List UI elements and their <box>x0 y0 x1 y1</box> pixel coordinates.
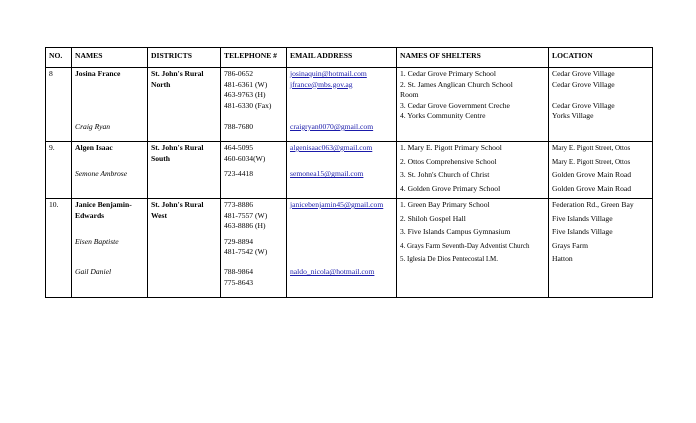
secondary-contact-name: Craig Ryan <box>75 121 111 131</box>
primary-contact-name: Josina France <box>75 69 121 78</box>
shelter-item: 2. Shiloh Gospel Hall <box>400 213 466 223</box>
location-item: Five Islands Village <box>552 227 613 237</box>
phone: 464-5095 <box>224 143 254 152</box>
phone: 481-6330 (Fax) <box>224 100 272 110</box>
row-number: 8 <box>46 68 72 142</box>
shelter-contacts-table <box>45 47 653 298</box>
location-item: Five Islands Village <box>552 213 613 223</box>
shelter-item: 1. Mary E. Pigott Primary School <box>400 143 502 152</box>
phone: 460-6034(W) <box>224 153 266 163</box>
phone: 463-8886 (H) <box>224 221 266 231</box>
row-number: 9. <box>46 142 72 199</box>
phone: 481-7542 (W) <box>224 247 268 257</box>
email-link[interactable]: naldo_nicola@hotmail.com <box>290 266 375 276</box>
header-districts: DISTRICTS <box>148 48 221 68</box>
contact-names <box>72 68 148 142</box>
shelter-item: 4. Yorks Community Centre <box>400 111 486 121</box>
table-row <box>46 68 653 142</box>
shelter-item: 4. Golden Grove Primary School <box>400 183 501 193</box>
location-item: Mary E. Pigott Street, Ottos <box>552 157 631 166</box>
shelter-item: 3. Five Islands Campus Gymnasium <box>400 227 511 237</box>
row-number: 10. <box>46 199 72 298</box>
district-line: St. John's Rural <box>151 69 204 78</box>
location-item: Yorks Village <box>552 111 594 121</box>
phone: 773-8886 <box>224 200 254 209</box>
district-line: North <box>151 79 171 89</box>
telephone-numbers <box>221 199 287 298</box>
shelter-item: 5. Iglesia De Dios Pentecostal I.M. <box>400 255 498 264</box>
location-item: Hatton <box>552 254 573 264</box>
shelter-names <box>397 68 549 142</box>
phone: 463-9763 (H) <box>224 90 266 100</box>
email-link[interactable]: josinaquin@hotmail.com <box>290 69 367 78</box>
shelter-item: 1. Green Bay Primary School <box>400 200 490 209</box>
telephone-numbers <box>221 142 287 199</box>
email-link[interactable]: algenisaac063@gmail.com <box>290 143 373 152</box>
location-item: Cedar Grove Village <box>552 79 615 89</box>
location-item: Federation Rd., Green Bay <box>552 200 634 209</box>
email-link[interactable]: craigryan0070@gmail.com <box>290 121 374 131</box>
primary-contact-name: Algen Isaac <box>75 143 113 152</box>
email-addresses <box>287 68 397 142</box>
contact-names <box>72 142 148 199</box>
location-item: Grays Farm <box>552 240 589 250</box>
phone: 723-4418 <box>224 169 254 179</box>
phone: 729-8894 <box>224 236 254 246</box>
secondary-contact-name: Semone Ambrose <box>75 169 128 179</box>
secondary-contact-name: Eisen Baptiste <box>75 236 119 246</box>
primary-contact-name: Janice Benjamin- <box>75 200 132 209</box>
location-item: Cedar Grove Village <box>552 100 615 110</box>
tertiary-contact-name: Gail Daniel <box>75 266 112 276</box>
location-item: Cedar Grove Village <box>552 69 615 78</box>
table-row <box>46 142 653 199</box>
header-telephone: TELEPHONE # <box>221 48 287 68</box>
district <box>148 142 221 199</box>
shelter-locations <box>549 142 653 199</box>
shelter-item: 3. St. John's Church of Christ <box>400 170 490 180</box>
email-addresses <box>287 199 397 298</box>
district-line: St. John's Rural <box>151 200 204 209</box>
table-row <box>46 199 653 298</box>
table-header-row <box>46 48 653 68</box>
phone: 788-9864 <box>224 266 254 276</box>
district-line: South <box>151 153 170 163</box>
primary-contact-name: Edwards <box>75 210 105 220</box>
email-link[interactable]: janicebenjamin45@gmail.com <box>290 200 384 209</box>
shelter-locations <box>549 68 653 142</box>
phone: 775-8643 <box>224 277 254 287</box>
header-no: NO. <box>46 48 72 68</box>
phone: 481-7557 (W) <box>224 210 268 220</box>
header-location: LOCATION <box>549 48 653 68</box>
shelter-item: 3. Cedar Grove Government Creche <box>400 100 510 110</box>
shelter-item: 2. St. James Anglican Church School <box>400 79 513 89</box>
email-link[interactable]: jfrance@mbs.gov.ag <box>290 79 353 89</box>
phone: 786-0652 <box>224 69 254 78</box>
header-names: NAMES <box>72 48 148 68</box>
location-item: Mary E. Pigott Street, Ottos <box>552 144 631 152</box>
email-link[interactable]: semonea15@gmail.com <box>290 169 364 179</box>
header-shelters: NAMES OF SHELTERS <box>397 48 549 68</box>
district-line: West <box>151 210 168 220</box>
shelter-item: 4. Grays Farm Seventh-Day Adventist Church <box>400 241 530 250</box>
shelter-names <box>397 199 549 298</box>
telephone-numbers <box>221 68 287 142</box>
location-item: Golden Grove Main Road <box>552 183 632 193</box>
district <box>148 199 221 298</box>
shelter-item: Room <box>400 90 419 100</box>
shelter-names <box>397 142 549 199</box>
district <box>148 68 221 142</box>
location-item: Golden Grove Main Road <box>552 170 632 180</box>
shelter-locations <box>549 199 653 298</box>
phone: 481-6361 (W) <box>224 79 268 89</box>
shelter-item: 1. Cedar Grove Primary School <box>400 69 496 78</box>
header-email: EMAIL ADDRESS <box>287 48 397 68</box>
phone: 788-7680 <box>224 121 254 131</box>
contact-names <box>72 199 148 298</box>
district-line: St. John's Rural <box>151 143 204 152</box>
shelter-item: 2. Ottos Comprehensive School <box>400 156 497 166</box>
email-addresses <box>287 142 397 199</box>
